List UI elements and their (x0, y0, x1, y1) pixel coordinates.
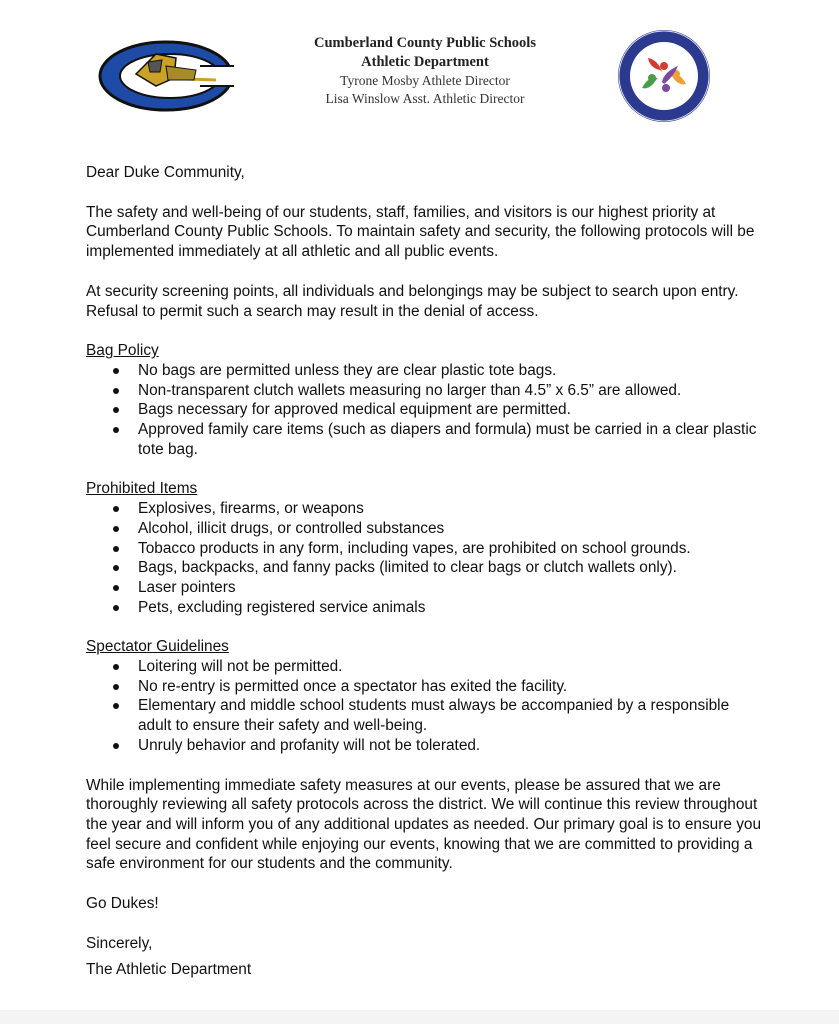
list-item: Unruly behavior and profanity will not be tolerated. (86, 736, 766, 756)
section-title-spectator-guidelines: Spectator Guidelines (86, 638, 229, 656)
list-item: Pets, excluding registered service animals (86, 598, 766, 618)
salutation: Dear Duke Community, (86, 164, 245, 181)
bullet-icon (113, 388, 119, 394)
bullet-icon (113, 684, 119, 690)
bullet-icon (113, 506, 119, 512)
bullet-icon (113, 427, 119, 433)
list-item: Alcohol, illicit drugs, or controlled substances (86, 519, 766, 539)
prohibited-items-list (86, 499, 766, 617)
section-title-bag-policy: Bag Policy (86, 342, 159, 360)
bullet-icon (113, 565, 119, 571)
screening-paragraph: At security screening points, all individuals and belongings may be subject to search upon entry. Refusal to permit such a search may result in the denial of access. (86, 282, 739, 320)
bullet-icon (113, 605, 119, 611)
bag-policy-list (86, 361, 766, 460)
bullet-icon (113, 664, 119, 670)
page-bottom-edge (0, 1010, 839, 1024)
org-name: Cumberland County Public Schools (314, 35, 536, 51)
list-item: No re-entry is permitted once a spectator has exited the facility. (86, 677, 766, 697)
asst-director-line: Lisa Winslow Asst. Athletic Director (325, 91, 525, 106)
closing-paragraph: While implementing immediate safety measures at our events, please be assured that we are thoroughly reviewing all safety protocols across the district. We will continue this review throughout the year and will inform you of any additional updates as needed. Our primary goal is to ensure you feel secure and confident while enjoying our events, knowing that we are committed to providing a safe environment for our students and the community. (86, 776, 762, 873)
list-item: Bags, backpacks, and fanny packs (limited to clear bags or clutch wallets only). (86, 558, 766, 578)
letter-body (86, 163, 766, 979)
bullet-icon (113, 526, 119, 532)
bullet-icon (113, 585, 119, 591)
director-line: Tyrone Mosby Athlete Director (340, 73, 510, 88)
bullet-icon (113, 407, 119, 413)
intro-paragraph: The safety and well-being of our students, staff, families, and visitors is our highest priority at Cumberland County Public Schools. To maintain safety and security, the following protocols will be implemented immediately at all athletic and all public events. (86, 203, 755, 261)
department-name: Athletic Department (361, 54, 489, 70)
list-item: Bags necessary for approved medical equipment are permitted. (86, 400, 766, 420)
duke-knight-logo-icon (96, 36, 236, 116)
list-item: Explosives, firearms, or weapons (86, 499, 766, 519)
bullet-icon (113, 368, 119, 374)
cheer-line: Go Dukes! (86, 895, 159, 913)
spectator-guidelines-list (86, 657, 766, 756)
list-item: Approved family care items (such as diapers and formula) must be carried in a clear plastic tote bag. (86, 420, 766, 459)
list-item: Non-transparent clutch wallets measuring no larger than 4.5” x 6.5” are allowed. (86, 381, 766, 401)
letterhead-text (260, 34, 590, 108)
list-item: Laser pointers (86, 578, 766, 598)
bullet-icon (113, 546, 119, 552)
list-item: No bags are permitted unless they are clear plastic tote bags. (86, 361, 766, 381)
section-title-prohibited-items: Prohibited Items (86, 480, 198, 498)
bullet-icon (113, 703, 119, 709)
signoff: Sincerely, (86, 934, 153, 952)
list-item: Tobacco products in any form, including vapes, are prohibited on school grounds. (86, 539, 766, 559)
list-item: Loitering will not be permitted. (86, 657, 766, 677)
list-item: Elementary and middle school students must always be accompanied by a responsible adult to ensure their safety and well-being. (86, 696, 766, 735)
letterhead-header (0, 0, 839, 140)
ccps-seal-logo-icon (614, 28, 714, 124)
signature: The Athletic Department (86, 960, 252, 978)
bullet-icon (113, 743, 119, 749)
